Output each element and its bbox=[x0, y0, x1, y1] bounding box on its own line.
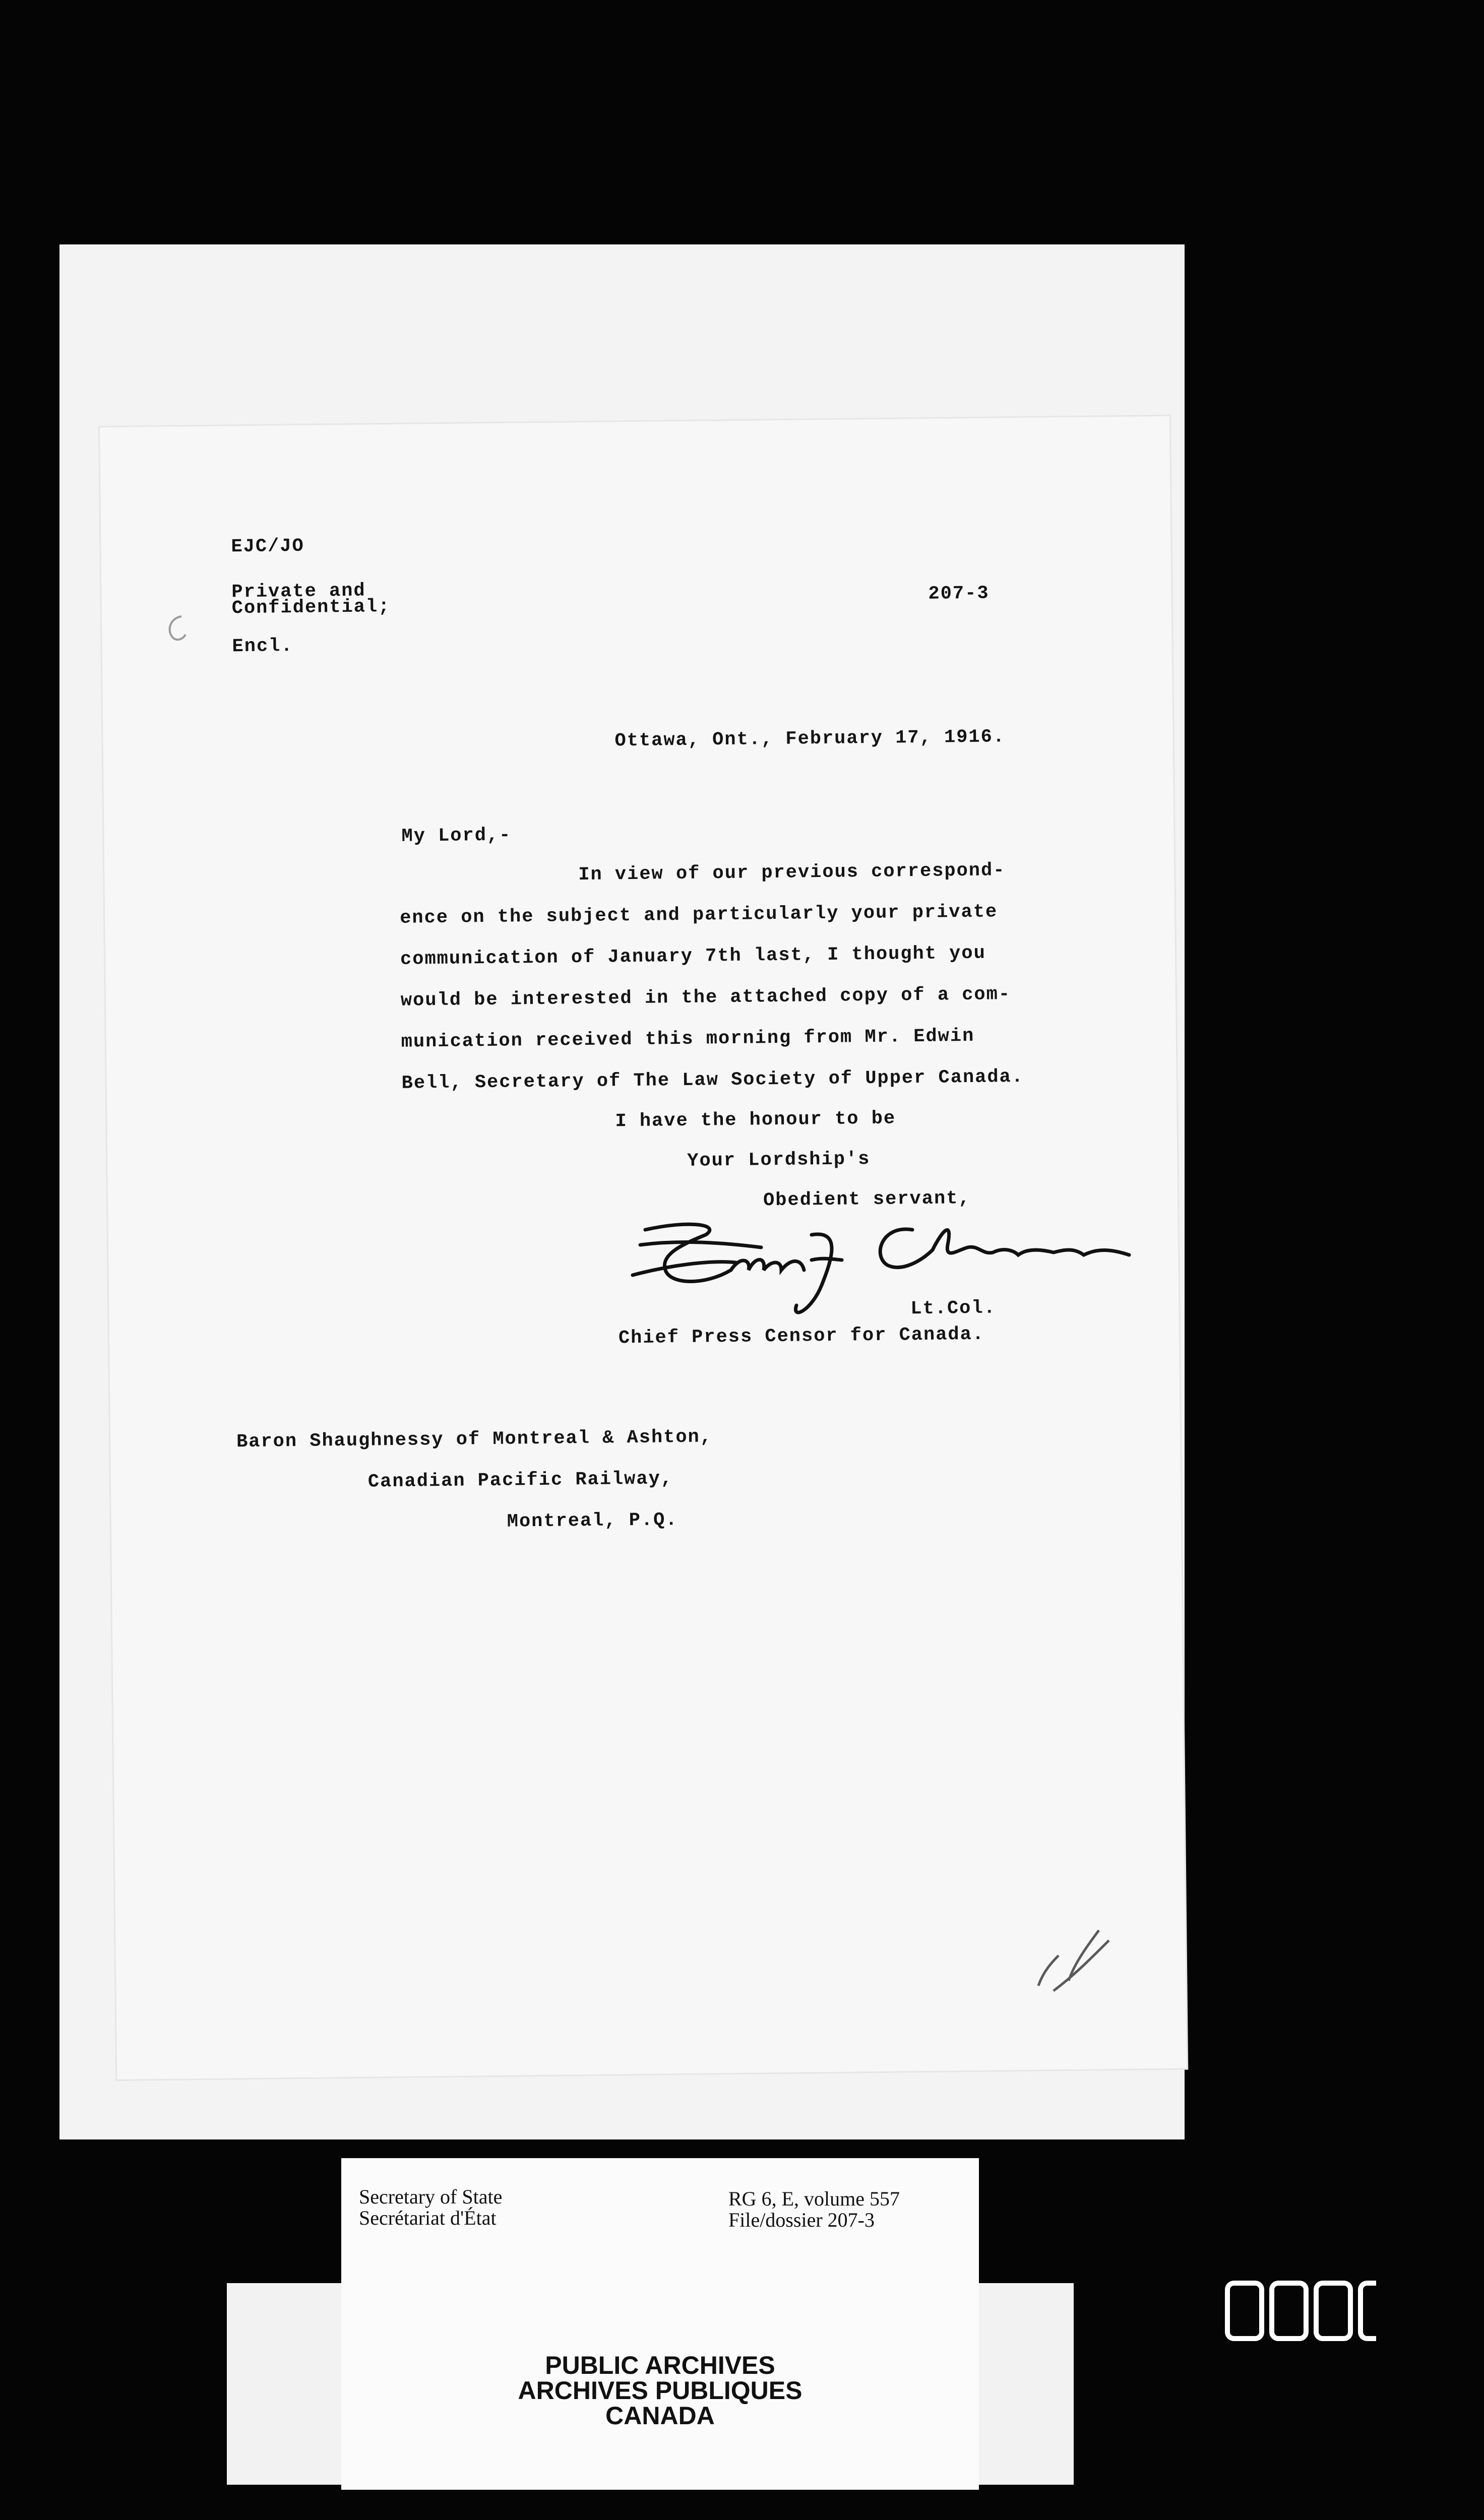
body-line: In view of our previous correspond- bbox=[578, 860, 1006, 886]
counter-digit-partial-icon bbox=[1358, 2281, 1376, 2341]
file-reference: File/dossier 207-3 bbox=[728, 2209, 875, 2231]
body-line: Bell, Secretary of The Law Society of Upper Canada. bbox=[401, 1066, 1024, 1094]
closing-line: Your Lordship's bbox=[687, 1149, 871, 1172]
archives-country: CANADA bbox=[605, 2402, 715, 2430]
signatory-title: Chief Press Censor for Canada. bbox=[618, 1324, 985, 1349]
file-number: 207-3 bbox=[928, 583, 990, 605]
handwritten-signature bbox=[630, 1200, 1144, 1336]
volume-reference: RG 6, E, volume 557 bbox=[728, 2187, 900, 2210]
counter-digit-icon bbox=[1269, 2281, 1309, 2341]
film-frame-counter-icon bbox=[1225, 2281, 1376, 2341]
address-line: Montreal, P.Q. bbox=[507, 1509, 678, 1533]
address-line: Canadian Pacific Railway, bbox=[367, 1468, 673, 1493]
private-line-2: Confidential; bbox=[231, 596, 391, 619]
letter-date: Ottawa, Ont., February 17, 1916. bbox=[614, 726, 1006, 752]
enclosure-note: Encl. bbox=[232, 636, 293, 658]
counter-digit-icon bbox=[1314, 2281, 1353, 2341]
counter-digit-icon bbox=[1225, 2281, 1264, 2341]
pencil-annotation-icon bbox=[1023, 1900, 1124, 2001]
private-line-1: Private and bbox=[231, 580, 366, 603]
reference-initials: EJC/JO bbox=[231, 535, 304, 558]
closing-line: Obedient servant, bbox=[763, 1187, 971, 1212]
body-line: munication received this morning from Mr. Edwin bbox=[401, 1025, 975, 1053]
body-line: ence on the subject and particularly your private bbox=[400, 901, 998, 929]
department-french: Secrétariat d'État bbox=[359, 2207, 497, 2229]
body-line: would be interested in the attached copy of a com- bbox=[400, 984, 1011, 1012]
department-english: Secretary of State bbox=[359, 2185, 503, 2208]
archives-english: PUBLIC ARCHIVES bbox=[545, 2351, 775, 2379]
closing-line: I have the honour to be bbox=[615, 1108, 896, 1132]
salutation: My Lord,- bbox=[401, 825, 512, 847]
pencil-mark-icon bbox=[161, 612, 197, 648]
address-line: Baron Shaughnessy of Montreal & Ashton, bbox=[236, 1426, 713, 1453]
archives-french: ARCHIVES PUBLIQUES bbox=[518, 2376, 802, 2405]
signatory-rank: Lt.Col. bbox=[910, 1297, 997, 1320]
body-line: communication of January 7th last, I thought you bbox=[400, 942, 986, 970]
